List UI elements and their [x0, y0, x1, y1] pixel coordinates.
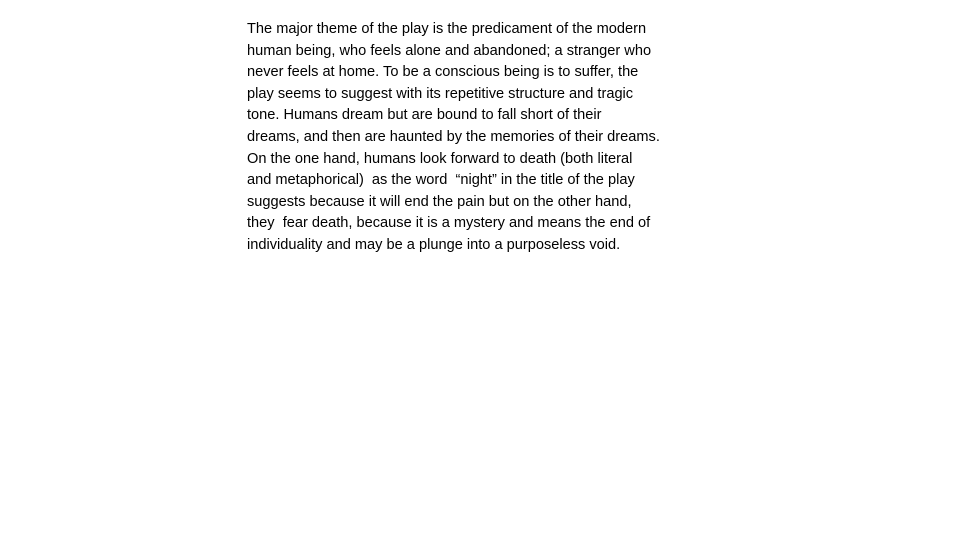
- text-line: play seems to suggest with its repetitive structure and tragic: [247, 85, 634, 102]
- text-line: On the one hand, humans look forward to death (both literal: [247, 150, 633, 167]
- text-line: individuality and may be a plunge into a purposeless void.: [247, 236, 621, 253]
- text-line: they fear death, because it is a mystery and means the end of: [247, 215, 651, 232]
- text-line: tone. Humans dream but are bound to fall short of their: [247, 107, 602, 124]
- text-line: and metaphorical) as the word “night” in the title of the play: [247, 172, 635, 189]
- text-line: suggests because it will end the pain but on the other hand,: [247, 193, 632, 210]
- text-line: The major theme of the play is the predicament of the modern: [247, 21, 647, 37]
- body-text-paragraph: [247, 19, 727, 257]
- text-line: dreams, and then are haunted by the memories of their dreams.: [247, 128, 660, 145]
- text-line: never feels at home. To be a conscious being is to suffer, the: [247, 64, 639, 81]
- text-line: human being, who feels alone and abandoned; a stranger who: [247, 42, 652, 59]
